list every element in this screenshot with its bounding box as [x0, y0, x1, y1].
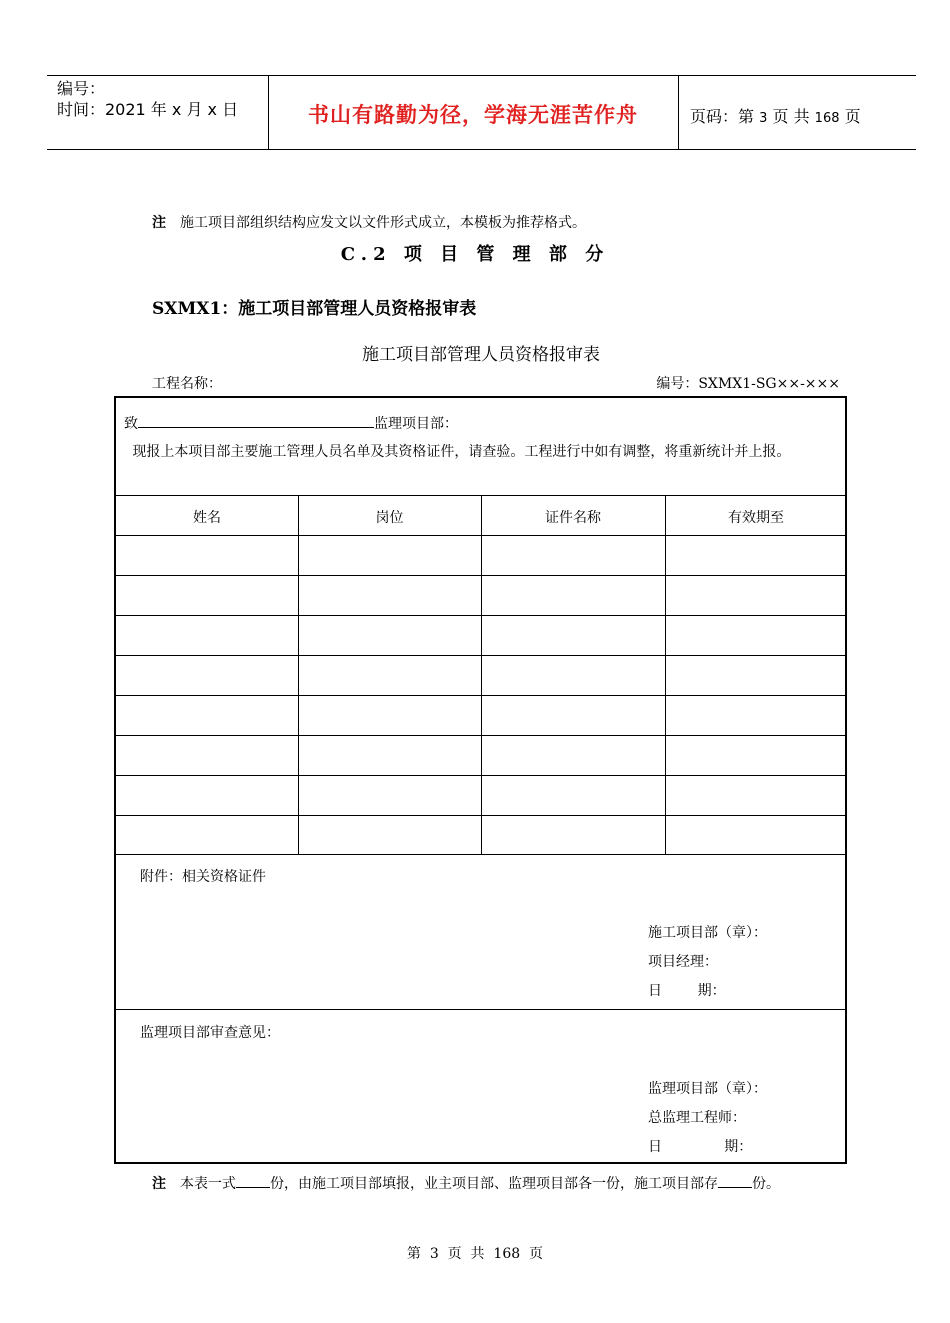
header-number-label: 编号： [57, 79, 106, 98]
table-cell[interactable] [298, 735, 481, 775]
page-footer: 第 3 页 共 168 页 [406, 1246, 544, 1262]
copies-blank[interactable] [236, 1173, 270, 1188]
page-mid: 页 共 [772, 107, 810, 126]
table-cell[interactable] [298, 535, 481, 575]
table-cell[interactable] [116, 735, 298, 775]
to-prefix: 致 [124, 416, 138, 432]
table-cell[interactable] [298, 575, 481, 615]
top-note [152, 212, 586, 232]
supervision-sign-block [648, 1075, 767, 1162]
contractor-stamp-label: 施工项目部（章）： [648, 925, 767, 941]
table-cell[interactable] [665, 535, 847, 575]
note-label: 注 [152, 215, 166, 231]
table-cell[interactable] [298, 775, 481, 815]
table-cell[interactable] [481, 535, 665, 575]
table-cell[interactable] [116, 615, 298, 655]
attachment-label: 附件：相关资格证件 [140, 869, 266, 885]
header-page-info [690, 104, 861, 127]
note-label: 注 [152, 1176, 166, 1192]
section-title: C.2 项 目 管 理 部 分 [340, 244, 610, 265]
contractor-sign-block [648, 919, 767, 1006]
qualification-form-table [114, 396, 847, 1164]
table-cell[interactable] [116, 695, 298, 735]
page-prefix: 页码：第 [690, 107, 755, 126]
chief-engineer-label: 总监理工程师： [648, 1110, 746, 1126]
row-divider [116, 1009, 845, 1010]
header-meta [57, 78, 238, 120]
page-total: 168 [814, 111, 840, 126]
table-cell[interactable] [298, 655, 481, 695]
header-slogan: 书山有路勤为径，学海无涯苦作舟 [308, 103, 638, 127]
page-suffix: 页 [844, 107, 861, 126]
row-divider [116, 854, 845, 855]
header-top-rule [47, 75, 916, 76]
table-cell[interactable] [481, 735, 665, 775]
table-cell[interactable] [298, 615, 481, 655]
table-cell[interactable] [665, 655, 847, 695]
table-cell[interactable] [298, 815, 481, 854]
supervision-stamp-label: 监理项目部（章）： [648, 1081, 767, 1097]
project-manager-label: 项目经理： [648, 954, 718, 970]
table-cell[interactable] [298, 695, 481, 735]
table-cell[interactable] [665, 815, 847, 854]
column-header-certificate: 证件名称 [545, 510, 601, 526]
addressee-block [124, 410, 842, 466]
addressee-blank[interactable] [138, 411, 374, 428]
table-cell[interactable] [665, 575, 847, 615]
kept-copies-blank[interactable] [718, 1173, 752, 1188]
table-cell[interactable] [481, 695, 665, 735]
note-text: 施工项目部组织结构应发文以文件形式成立，本模板为推荐格式。 [180, 215, 586, 231]
header-bottom-rule [47, 149, 916, 150]
header-time-label: 时间：2021 年 x 月 x 日 [57, 100, 239, 119]
table-cell[interactable] [481, 775, 665, 815]
page-number: 3 [759, 111, 768, 126]
table-cell[interactable] [481, 615, 665, 655]
column-header-position: 岗位 [375, 510, 404, 526]
table-cell[interactable] [665, 695, 847, 735]
form-code-label: 编号：SXMX1-SG××-××× [656, 376, 840, 392]
form-title: 施工项目部管理人员资格报审表 [362, 345, 600, 365]
note-part1: 本表一式 [180, 1176, 236, 1192]
table-cell[interactable] [665, 735, 847, 775]
intro-text: 现报上本项目部主要施工管理人员名单及其资格证件，请查验。工程进行中如有调整，将重新统计并上报。 [132, 444, 791, 460]
table-cell[interactable] [116, 775, 298, 815]
bottom-note [152, 1173, 780, 1193]
project-name-label: 工程名称： [152, 376, 222, 392]
note-part2: 份，由施工项目部填报，业主项目部、监理项目部各一份，施工项目部存 [270, 1176, 718, 1192]
note-part3: 份。 [752, 1176, 780, 1192]
date-label: 日 期： [648, 1139, 753, 1155]
table-cell[interactable] [116, 575, 298, 615]
supervision-opinion-label: 监理项目部审查意见： [140, 1025, 280, 1041]
to-suffix: 监理项目部： [374, 416, 458, 432]
table-cell[interactable] [116, 535, 298, 575]
header-divider [678, 75, 679, 149]
table-cell[interactable] [665, 615, 847, 655]
sub-title: SXMX1：施工项目部管理人员资格报审表 [152, 299, 477, 319]
date-label: 日 期： [648, 983, 726, 999]
table-cell[interactable] [481, 575, 665, 615]
column-header-valid-until: 有效期至 [728, 510, 784, 526]
column-header-name: 姓名 [193, 510, 221, 526]
table-cell[interactable] [116, 655, 298, 695]
table-cell[interactable] [116, 815, 298, 854]
table-cell[interactable] [481, 815, 665, 854]
table-cell[interactable] [481, 655, 665, 695]
table-cell[interactable] [665, 775, 847, 815]
